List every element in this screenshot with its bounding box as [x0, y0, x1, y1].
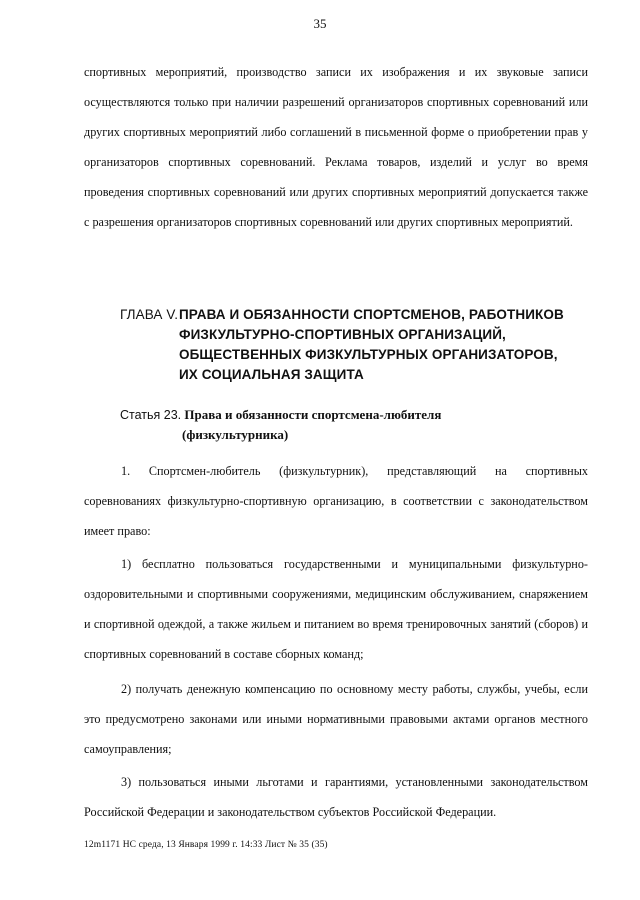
- intro-paragraph: спортивных мероприятий, производство записи их изображения и их звуковые записи осуществляются только при наличии разрешений организаторов спортивных соревнований или других спортивных мероприятий либо соглашений в письменной форме о приобретении прав у организаторов спортивных соревнований. Реклама товаров, изделий и услуг во время проведения спортивных соревнований или других спортивных мероприятий допускается также с разрешения организаторов спортивных соревнований или других спортивных мероприятий.: [84, 65, 588, 229]
- chapter-heading: [120, 305, 600, 385]
- article-title-continuation: (физкультурника): [182, 427, 289, 442]
- chapter-title-line: ПРАВА И ОБЯЗАННОСТИ СПОРТСМЕНОВ, РАБОТНИКОВ: [179, 307, 564, 322]
- page-number: 35: [313, 16, 327, 31]
- chapter-label: ГЛАВА V.: [120, 307, 179, 322]
- body-paragraph: 2) получать денежную компенсацию по основному месту работы, службы, учебы, если это предусмотрено законами или иными нормативными правовыми актами органов местного самоуправления;: [84, 682, 588, 756]
- body-paragraph: 3) пользоваться иными льготами и гарантиями, установленными законодательством Российской Федерации и законодательством субъектов Российской Федерации.: [84, 775, 588, 819]
- article-title: Права и обязанности спортсмена-любителя: [184, 407, 442, 422]
- article-label: Статья 23.: [120, 408, 182, 422]
- body-paragraph: 1. Спортсмен-любитель (физкультурник), представляющий на спортивных соревнованиях физкультурно-спортивную организацию, в соответствии с законодательством имеет право:: [84, 464, 588, 538]
- document-footer: 12m1171 НС среда, 13 Января 1999 г. 14:33 Лист № 35 (35): [84, 840, 328, 850]
- body-paragraph: 1) бесплатно пользоваться государственными и муниципальными физкультурно-оздоровительными и спортивными сооружениями, медицинским обслуживанием, снаряжением и спортивной одеждой, а также жильем и питанием во время тренировочных занятий (сборов) и спортивных соревнований в составе сборных команд;: [84, 557, 588, 661]
- chapter-title-line: ИХ СОЦИАЛЬНАЯ ЗАЩИТА: [179, 367, 364, 382]
- chapter-title: [179, 305, 600, 385]
- chapter-title-line: ОБЩЕСТВЕННЫХ ФИЗКУЛЬТУРНЫХ ОРГАНИЗАТОРОВ,: [179, 347, 558, 362]
- chapter-title-line: ФИЗКУЛЬТУРНО-СПОРТИВНЫХ ОРГАНИЗАЦИЙ,: [179, 327, 506, 342]
- article-heading: [120, 405, 540, 444]
